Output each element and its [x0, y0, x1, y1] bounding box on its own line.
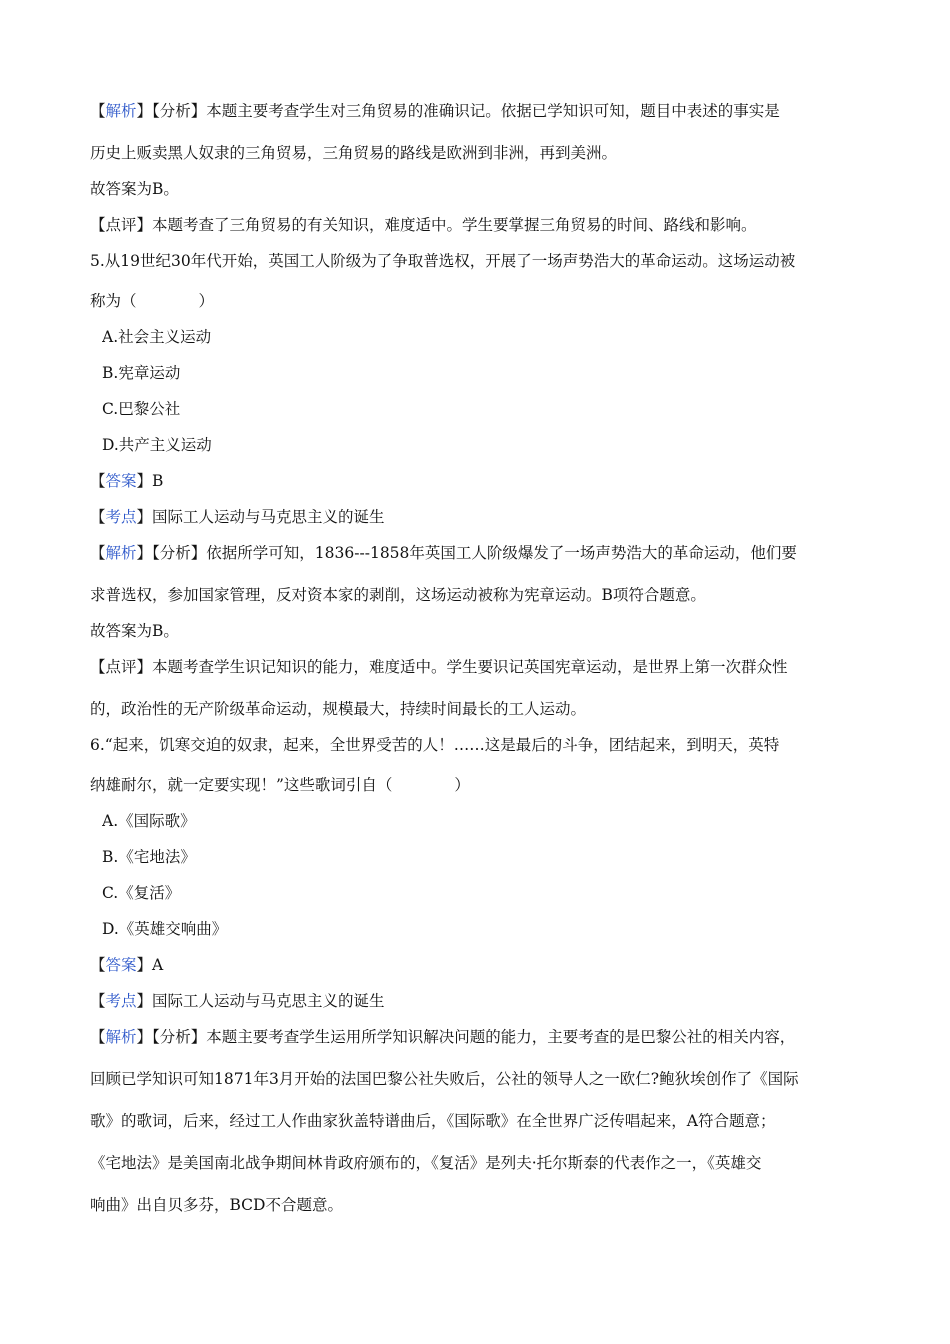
topic-tag: 考点	[105, 992, 137, 1010]
q6-answer: 【答案】A	[90, 956, 164, 974]
q5-stem-line-2: 称为（ ）	[90, 292, 215, 310]
q5-analysis-line-2: 求普选权，参加国家管理，反对资本家的剥削，这场运动被称为宪章运动。B项符合题意。	[90, 586, 706, 604]
q5-review-line-1: 【点评】本题考查学生识记知识的能力，难度适中。学生要识记英国宪章运动，是世界上第一次群众性	[90, 658, 788, 676]
q6-analysis-line-1: 【解析】【分析】本题主要考查学生运用所学知识解决问题的能力，主要考查的是巴黎公社的相关内容，	[90, 1028, 796, 1046]
q6-topic: 【考点】国际工人运动与马克思主义的诞生	[90, 992, 385, 1010]
q5-answer-note: 故答案为B。	[90, 622, 179, 640]
q5-option-c: C.巴黎公社	[102, 400, 181, 418]
q6-analysis-line-2: 回顾已学知识可知1871年3月开始的法国巴黎公社失败后，公社的领导人之一欧仁?鲍狄埃创作了《国际	[90, 1070, 799, 1088]
analysis-tag: 解析	[105, 1028, 137, 1046]
review-tag: 点评	[105, 216, 137, 234]
q6-option-c: C.《复活》	[102, 884, 181, 902]
review-tag: 点评	[105, 658, 137, 676]
q6-analysis-line-3: 歌》的歌词，后来，经过工人作曲家狄盖特谱曲后，《国际歌》在全世界广泛传唱起来，A符合题意；	[90, 1112, 776, 1130]
q6-option-a: A.《国际歌》	[102, 812, 196, 830]
answer-tag: 答案	[105, 956, 137, 974]
q6-option-d: D.《英雄交响曲》	[102, 920, 228, 938]
q6-stem-line-2: 纳雄耐尔，就一定要实现！”这些歌词引自（ ）	[90, 776, 470, 794]
q6-stem-line-1: 6.“起来，饥寒交迫的奴隶，起来，全世界受苦的人！……这是最后的斗争，团结起来，到明天，英特	[90, 736, 780, 754]
q5-stem-line-1: 5.从19世纪30年代开始，英国工人阶级为了争取普选权，开展了一场声势浩大的革命运动。这场运动被	[90, 252, 796, 270]
answer-tag: 答案	[105, 472, 137, 490]
analysis-tag: 解析	[105, 544, 137, 562]
q4-review: 【点评】本题考查了三角贸易的有关知识，难度适中。学生要掌握三角贸易的时间、路线和影响。	[90, 216, 757, 234]
q5-analysis-line-1: 【解析】【分析】依据所学可知，1836---1858年英国工人阶级爆发了一场声势浩大的革命运动，他们要	[90, 544, 797, 562]
q6-analysis-line-4: 《宅地法》是美国南北战争期间林肯政府颁布的，《复活》是列夫·托尔斯泰的代表作之一，《英雄交	[90, 1154, 762, 1172]
analysis-tag: 解析	[105, 102, 137, 120]
topic-tag: 考点	[105, 508, 137, 526]
q5-option-b: B.宪章运动	[102, 364, 181, 382]
q5-topic: 【考点】国际工人运动与马克思主义的诞生	[90, 508, 385, 526]
q6-option-b: B.《宅地法》	[102, 848, 196, 866]
q5-option-a: A.社会主义运动	[102, 328, 212, 346]
q5-option-d: D.共产主义运动	[102, 436, 212, 454]
q4-analysis-line-1: 【解析】【分析】本题主要考查学生对三角贸易的准确识记。依据已学知识可知，题目中表述的事实是	[90, 102, 780, 120]
q5-answer: 【答案】B	[90, 472, 164, 490]
q5-review-line-2: 的，政治性的无产阶级革命运动，规模最大，持续时间最长的工人运动。	[90, 700, 587, 718]
q4-answer-note: 故答案为B。	[90, 180, 179, 198]
q4-analysis-line-2: 历史上贩卖黑人奴隶的三角贸易，三角贸易的路线是欧洲到非洲，再到美洲。	[90, 144, 618, 162]
q6-analysis-line-5: 响曲》出自贝多芬，BCD不合题意。	[90, 1196, 343, 1214]
